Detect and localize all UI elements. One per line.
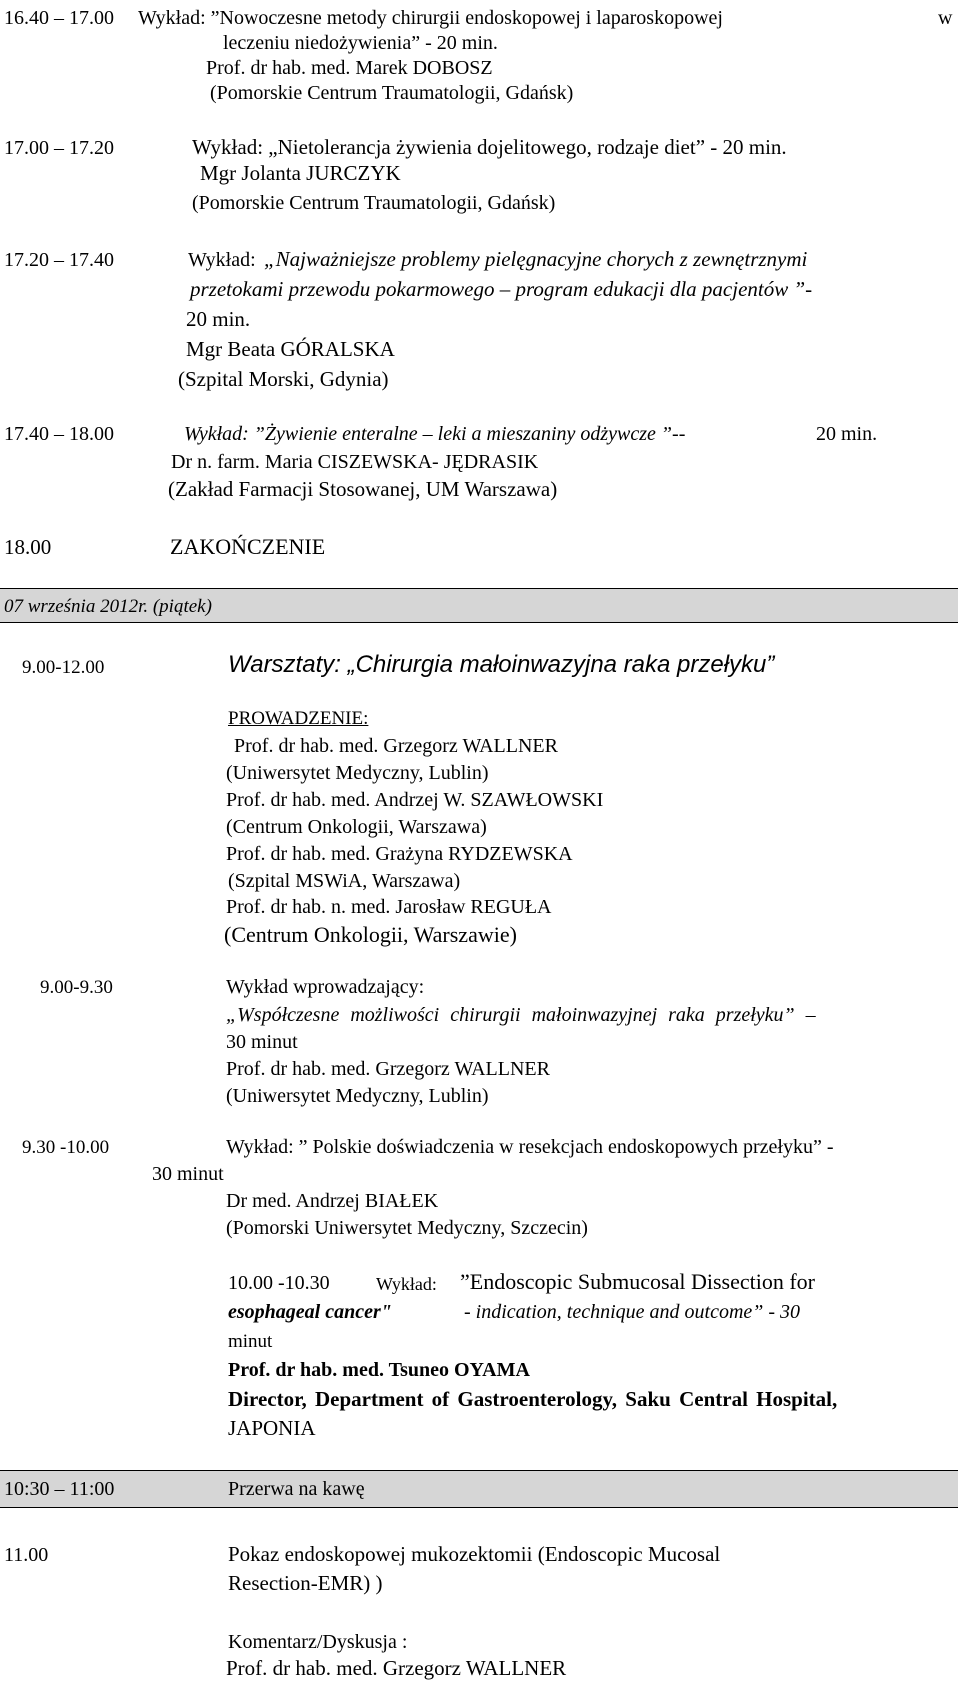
session-speaker: Prof. dr hab. med. Grzegorz WALLNER	[226, 1058, 550, 1080]
break-bar	[0, 1470, 958, 1508]
session-affiliation: Director, Department of Gastroenterology, Saku Central Hospital,	[228, 1387, 838, 1411]
leader-name: Prof. dr hab. med. Grzegorz WALLNER	[234, 735, 558, 757]
session-time: 11.00	[4, 1544, 49, 1566]
session-duration: minut	[228, 1331, 273, 1352]
session-speaker: Mgr Beata GÓRALSKA	[186, 337, 395, 361]
session-duration: 30 minut	[152, 1163, 224, 1185]
leader-affiliation: (Uniwersytet Medyczny, Lublin)	[226, 762, 489, 784]
leader-affiliation: (Centrum Onkologii, Warszawie)	[224, 922, 517, 947]
session-speaker: Prof. dr hab. med. Marek DOBOSZ	[206, 57, 493, 79]
session-title: Wykład: ”Żywienie enteralne – leki a mieszaniny odżywcze ”--	[184, 423, 686, 445]
session-title: ZAKOŃCZENIE	[170, 534, 326, 559]
day-header-label: 07 września 2012r. (piątek)	[4, 596, 212, 617]
session-title: Pokaz endoskopowej mukozektomii (Endoscopic Mucosal	[228, 1542, 721, 1566]
leader-affiliation: (Centrum Onkologii, Warszawa)	[226, 816, 487, 838]
workshop-time: 9.00-12.00	[22, 657, 105, 678]
session-affiliation: (Pomorskie Centrum Traumatologii, Gdańsk)	[210, 82, 574, 104]
leader-affiliation: (Szpital MSWiA, Warszawa)	[228, 870, 461, 892]
leader-name: Prof. dr hab. med. Andrzej W. SZAWŁOWSKI	[226, 789, 604, 811]
session-speaker: Dr med. Andrzej BIAŁEK	[226, 1190, 439, 1212]
session-affiliation: (Zakład Farmacji Stosowanej, UM Warszawa)	[168, 477, 558, 501]
session-time: 17.00 – 17.20	[4, 137, 114, 159]
break-label: Przerwa na kawę	[228, 1478, 365, 1500]
session-time: 16.40 – 17.00	[4, 7, 114, 29]
session-speaker: Prof. dr hab. med. Tsuneo OYAMA	[228, 1359, 530, 1381]
session-title: Wykład: ”Nowoczesne metody chirurgii endoskopowej i laparoskopowej	[138, 7, 723, 29]
session-title-cont: leczeniu niedożywienia” - 20 min.	[223, 32, 498, 54]
session-affiliation: (Pomorski Uniwersytet Medyczny, Szczecin)	[226, 1217, 588, 1239]
session-time: 17.20 – 17.40	[4, 249, 114, 271]
session-affiliation: (Uniwersytet Medyczny, Lublin)	[226, 1085, 489, 1107]
leader-name: Prof. dr hab. med. Grażyna RYDZEWSKA	[226, 843, 573, 865]
session-title: Wykład: „Nietolerancja żywienia dojelitowego, rodzaje diet” - 20 min.	[192, 135, 787, 159]
edge-text: w	[938, 7, 953, 29]
session-label: Wykład:	[376, 1274, 437, 1294]
session-title: ”Endoscopic Submucosal Dissection for	[460, 1269, 815, 1294]
session-title: „Najważniejsze problemy pielęgnacyjne chorych z zewnętrznymi	[264, 247, 808, 271]
session-title-cont: Resection-EMR) )	[228, 1571, 383, 1595]
session-title-cont: esophageal cancer"	[228, 1301, 392, 1323]
session-title-cont: - indication, technique and outcome” - 30	[464, 1301, 801, 1323]
session-speaker: Mgr Jolanta JURCZYK	[200, 161, 401, 185]
leader-name: Prof. dr hab. n. med. Jarosław REGUŁA	[226, 896, 552, 918]
session-title-cont: 20 min.	[186, 307, 251, 331]
session-title: Wykład: ” Polskie doświadczenia w resekcjach endoskopowych przełyku” -	[226, 1136, 834, 1158]
session-label: Wykład:	[188, 249, 256, 271]
session-duration: 30 minut	[226, 1031, 298, 1053]
session-speaker: Dr n. farm. Maria CISZEWSKA- JĘDRASIK	[171, 451, 539, 473]
session-affiliation: (Szpital Morski, Gdynia)	[178, 367, 389, 391]
session-time: 9.00-9.30	[40, 977, 113, 998]
session-affiliation-cont: JAPONIA	[228, 1416, 316, 1440]
comment-label: Komentarz/Dyskusja :	[228, 1631, 408, 1653]
session-label: Wykład wprowadzający:	[226, 976, 425, 998]
session-time: 10.00 -10.30	[228, 1272, 330, 1294]
break-time: 10:30 – 11:00	[4, 1478, 115, 1500]
day-header	[0, 588, 958, 623]
session-title: „Współczesne możliwości chirurgii małoinwazyjnej raka przełyku” –	[226, 1004, 816, 1026]
session-duration: 20 min.	[816, 423, 878, 445]
session-time: 9.30 -10.00	[22, 1137, 110, 1158]
session-title-cont: przetokami przewodu pokarmowego – program edukacji dla pacjentów ”-	[190, 277, 813, 301]
session-time: 18.00	[4, 535, 52, 559]
session-affiliation: (Pomorskie Centrum Traumatologii, Gdańsk)	[192, 192, 556, 214]
workshop-title: Warsztaty: „Chirurgia małoinwazyjna raka przełyku”	[228, 651, 775, 678]
comment-speaker: Prof. dr hab. med. Grzegorz WALLNER	[226, 1656, 567, 1680]
workshop-lead-label: PROWADZENIE:	[228, 708, 369, 729]
session-time: 17.40 – 18.00	[4, 423, 114, 445]
